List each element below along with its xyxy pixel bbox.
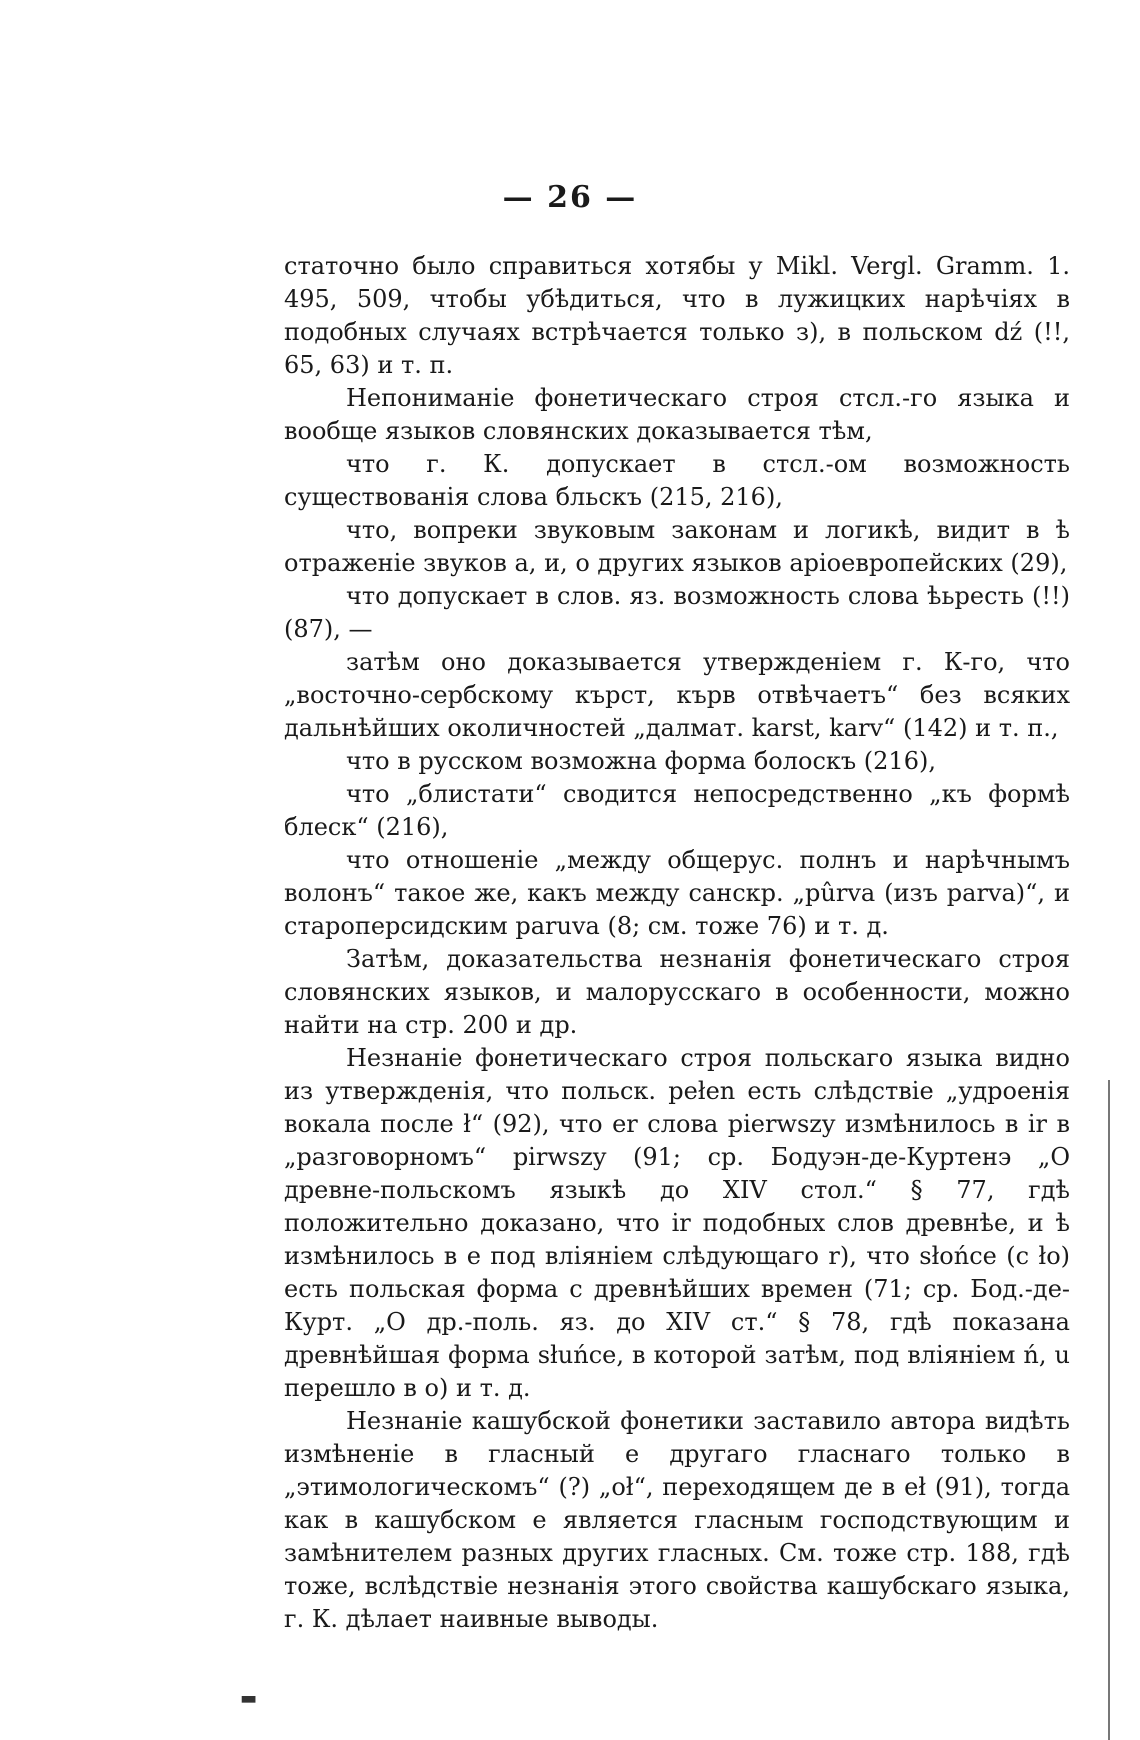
paragraph: Незнаніе фонетическаго строя польскаго языка видно из утвержденія, что польск. pełen есть слѣдствіе „удроенія вокала после ł“ (92), что er слова pierwszy измѣнилось в ir в „разговорномъ“ pirwszy (91; ср. Бодуэн-де-Куртенэ „О древне-польскомъ языкѣ до XIV стол.“ § 77, гдѣ положительно доказано, что ir подобных слов древнѣе, и ѣ измѣнилось в е под вліяніем слѣдующаго r), что słońce (с ło) есть польская форма с древнѣйших времен (71; ср. Бод.-де-Курт. „О др.-поль. яз. до XIV ст.“ § 78, гдѣ показана древнѣйшая форма słuńce, в которой затѣм, под вліяніем ń, u перешло в о) и т. д. [284, 1044, 1070, 1402]
scan-edge-line [1108, 1080, 1110, 1740]
paragraph: что отношеніе „между общерус. полнъ и нарѣчнымъ волонъ“ такое же, какъ между санскр. „pûrva (изъ parva)“, и староперсидским paruva (8; см. тоже 76) и т. д. [284, 846, 1070, 940]
paragraph: что „блистати“ сводится непосредственно „къ формѣ блеск“ (216), [284, 780, 1070, 841]
paragraph: Незнаніе кашубской фонетики заставило автора видѣть измѣненіе в гласный е другаго гласнаго только в „этимологическомъ“ (?) „oł“, переходящем де в eł (91), тогда как в кашубском е является гласным господствующим и замѣнителем разных других гласных. См. тоже стр. 188, гдѣ тоже, вслѣдствіе незнанія этого свойства кашубскаго языка, г. К. дѣлает наивные выводы. [284, 1407, 1070, 1633]
paragraph: что в русском возможна форма болоскъ (216), [346, 747, 936, 775]
scan-mark: ▬ [240, 1688, 258, 1709]
body-text [284, 250, 1070, 1636]
paragraph: статочно было справиться хотябы у Mikl. Vergl. Gramm. 1. 495, 509, чтобы убѣдиться, что в лужицких нарѣчіях в подобных случаях встрѣчается только з), в польском dź (!!, 65, 63) и т. п. [284, 252, 1070, 379]
paragraph: затѣм оно доказывается утвержденіем г. К-го, что „восточно-сербскому кърст, кърв отвѣчаетъ“ без всяких дальнѣйших околичностей „далмат. karst, karv“ (142) и т. п., [284, 648, 1070, 742]
paragraph: Затѣм, доказательства незнанія фонетическаго строя словянских языков, и малорусскаго в особенности, можно найти на стр. 200 и др. [284, 945, 1070, 1039]
paragraph: Непониманіе фонетическаго строя стсл.-го языка и вообще языков словянских доказывается тѣм, [284, 384, 1070, 445]
paragraph: что, вопреки звуковым законам и логикѣ, видит в ѣ отраженіе звуков а, и, о других языков аріоевропейских (29), [284, 516, 1070, 577]
paragraph: что допускает в слов. яз. возможность слова ѣьресть (!!) (87), — [284, 582, 1070, 643]
page-number: — 26 — [502, 180, 638, 215]
paragraph: что г. К. допускает в стсл.-ом возможность существованія слова бльскъ (215, 216), [284, 450, 1070, 511]
